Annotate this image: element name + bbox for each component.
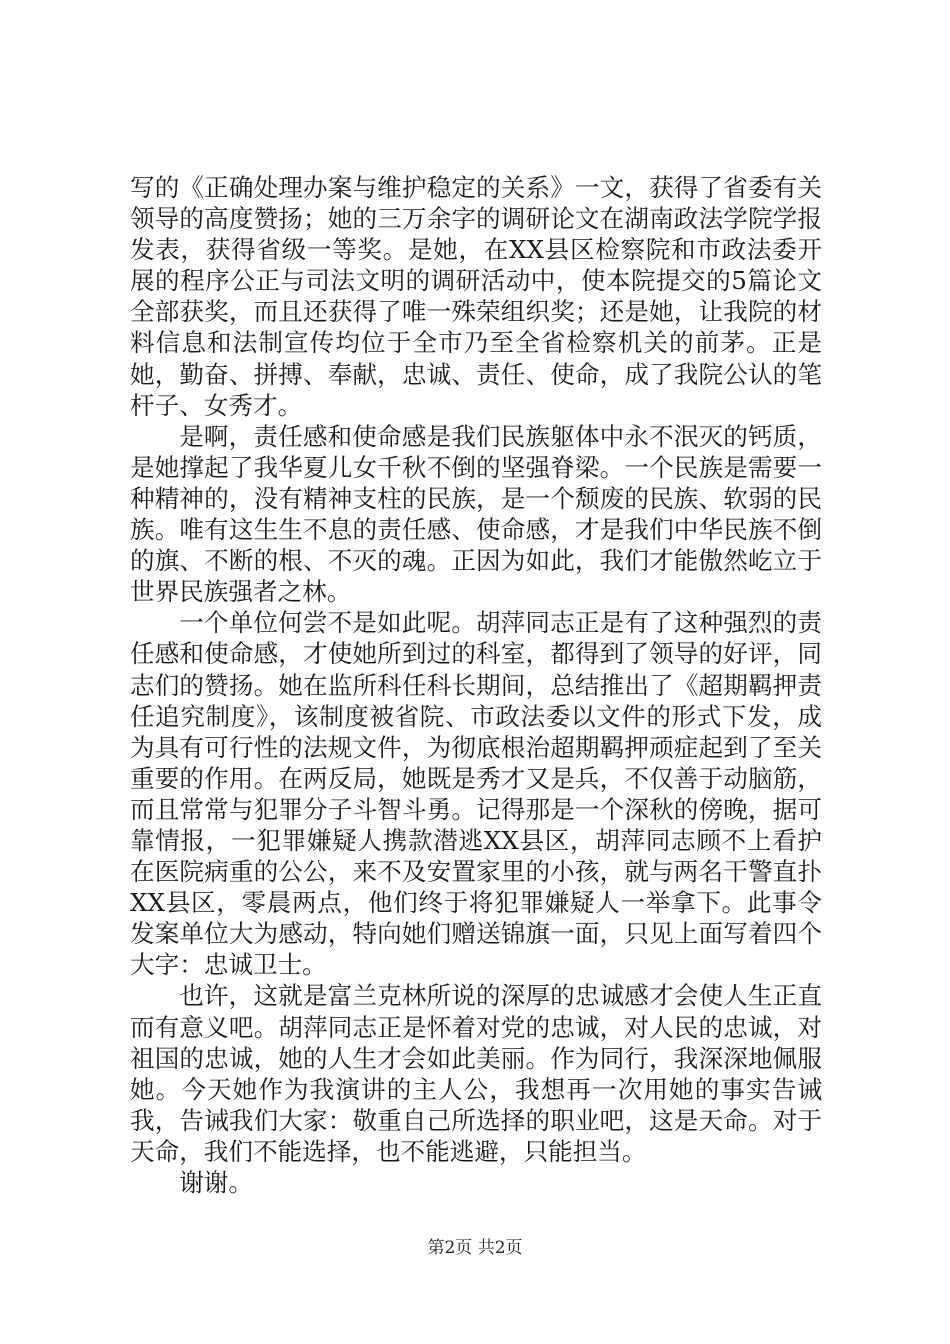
body-text [130, 172, 822, 1198]
paragraph-3: 一个单位何尝不是如此呢。胡萍同志正是有了这种强烈的责任感和使命感，才使她所到过的科室，都得到了领导的好评，同志们的赞扬。她在监所科任科长期间，总结推出了《超期羁押责任追究制度》，该制度被省院、市政法委以文件的形式下发，成为具有可行性的法规文件，为彻底根治超期羁押顽症起到了至关重要的作用。在两反局，她既是秀才又是兵，不仅善于动脑筋，而且常常与犯罪分子斗智斗勇。记得那是一个深秋的傍晚，据可靠情报，一犯罪嫌疑人携款潜逃XX县区，胡萍同志顾不上看护在医院病重的公公，来不及安置家里的小孩，就与两名干警直扑XX县区，零晨两点，他们终于将犯罪嫌疑人一举拿下。此事令发案单位大为感动，特向她们赠送锦旗一面，只见上面写着四个大字：忠诚卫士。 [130, 608, 822, 980]
paragraph-2: 是啊，责任感和使命感是我们民族躯体中永不泯灭的钙质，是她撑起了我华夏儿女千秋不倒的坚强脊梁。一个民族是需要一种精神的，没有精神支柱的民族，是一个颓废的民族、软弱的民族。唯有这生生不息的责任感、使命感，才是我们中华民族不倒的旗、不断的根、不灭的魂。正因为如此，我们才能傲然屹立于世界民族强者之林。 [130, 421, 822, 607]
paragraph-4: 也许，这就是富兰克林所说的深厚的忠诚感才会使人生正直而有意义吧。胡萍同志正是怀着对党的忠诚，对人民的忠诚，对祖国的忠诚，她的人生才会如此美丽。作为同行，我深深地佩服她。今天她作为我演讲的主人公，我想再一次用她的事实告诫我，告诫我们大家：敬重自己所选择的职业吧，这是天命。对于天命，我们不能选择，也不能逃避，只能担当。 [130, 981, 822, 1166]
page-number-footer: 第2页 共2页 [427, 1238, 523, 1258]
paragraph-1: 写的《正确处理办案与维护稳定的关系》一文，获得了省委有关领导的高度赞扬；她的三万余字的调研论文在湖南政法学院学报发表，获得省级一等奖。是她，在XX县区检察院和市政法委开展的程序公正与司法文明的调研活动中，使本院提交的5篇论文全部获奖，而且还获得了唯一殊荣组织奖；还是她，让我院的材料信息和法制宣传均位于全市乃至全省检察机关的前茅。正是她，勤奋、拼搏、奉献，忠诚、责任、使命，成了我院公认的笔杆子、女秀才。 [130, 173, 822, 420]
paragraph-5: 谢谢。 [179, 1168, 253, 1197]
